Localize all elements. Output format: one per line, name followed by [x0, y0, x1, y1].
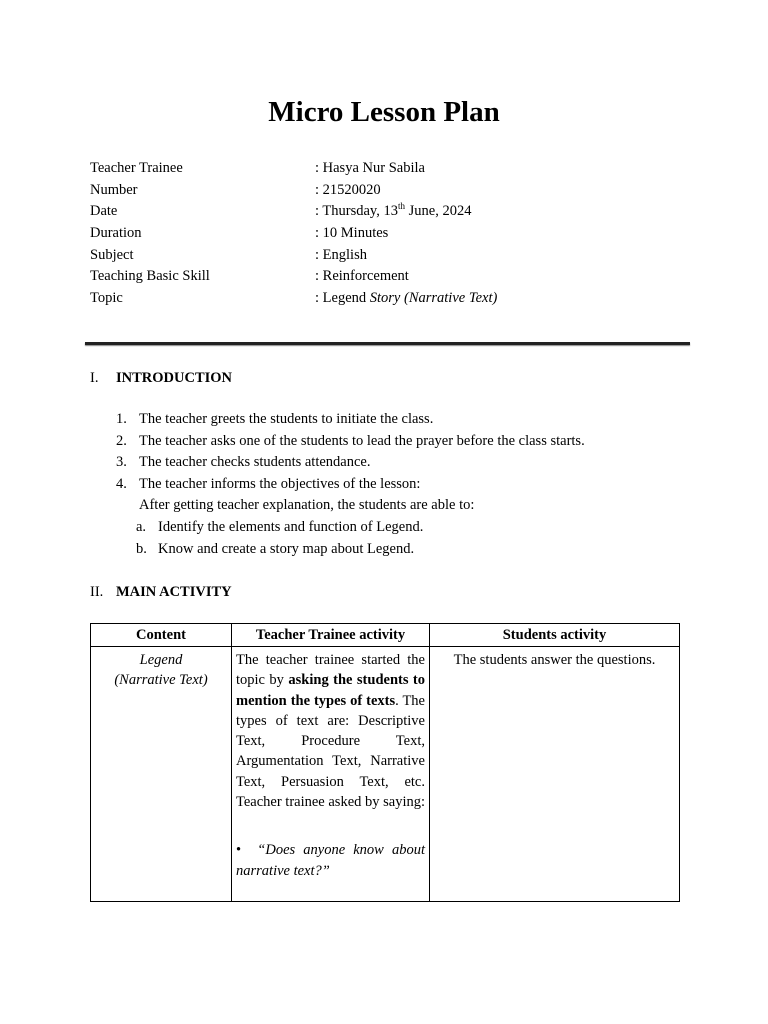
info-row-duration	[90, 223, 690, 245]
date-value-month-year: June, 2024	[404, 203, 472, 220]
info-label: Duration	[90, 225, 142, 242]
info-label: Number	[90, 181, 138, 198]
table-header-row	[91, 624, 680, 647]
list-number: 4.	[116, 475, 127, 492]
section-title: INTRODUCTION	[116, 370, 233, 386]
info-value: : 21520020	[315, 181, 381, 198]
info-row-teaching-skill	[90, 266, 690, 288]
column-header-teacher-activity: Teacher Trainee activity	[232, 624, 430, 647]
info-row-number	[90, 180, 690, 202]
info-label: Topic	[90, 290, 123, 307]
list-item	[116, 474, 676, 496]
column-header-students-activity: Students activity	[430, 624, 680, 647]
sub-list-item	[116, 539, 676, 561]
info-value: : 10 Minutes	[315, 225, 389, 242]
info-value: : English	[315, 246, 367, 263]
info-row-teacher-trainee	[90, 158, 690, 180]
section-number: I.	[90, 370, 99, 386]
content-topic: Legend	[139, 652, 183, 668]
info-row-date	[90, 201, 690, 223]
info-row-subject	[90, 245, 690, 267]
list-item	[116, 431, 676, 453]
list-text: The teacher informs the objectives of the lesson:	[139, 475, 421, 492]
info-label: Teacher Trainee	[90, 160, 183, 176]
list-text: The teacher asks one of the students to lead the prayer before the class starts.	[139, 432, 585, 449]
info-label: Subject	[90, 246, 134, 263]
topic-value-italic: Story (Narrative Text)	[369, 290, 498, 307]
list-item	[116, 452, 676, 474]
sub-list-item	[116, 517, 676, 539]
list-continuation	[116, 495, 676, 517]
list-text: After getting teacher explanation, the students are able to:	[139, 497, 475, 514]
sub-list-letter: a.	[136, 518, 147, 535]
quote-text: “Does anyone know about narrative text?”	[236, 842, 425, 879]
list-text: The teacher checks students attendance.	[139, 454, 371, 471]
bullet: •	[236, 842, 242, 859]
section-divider	[85, 342, 690, 345]
info-value: : Reinforcement	[315, 268, 409, 285]
sub-list-text: Know and create a story map about Legend.	[158, 540, 415, 557]
section-number: II.	[90, 584, 104, 600]
date-value-day: : Thursday, 13	[315, 203, 398, 220]
column-header-content: Content	[91, 624, 232, 647]
date-ordinal-suffix: th	[397, 201, 405, 212]
list-number: 1.	[116, 411, 127, 427]
lesson-info	[90, 158, 690, 310]
table-row	[91, 647, 680, 902]
teacher-activity-cell	[232, 647, 430, 902]
teacher-text: The teacher trainee started the topic by	[236, 652, 425, 689]
teacher-activity-text	[236, 650, 425, 812]
teacher-question-quote	[236, 840, 425, 881]
list-text: The teacher greets the students to initiate the class.	[139, 411, 434, 427]
section-heading-main-activity	[90, 582, 232, 602]
content-cell	[91, 647, 232, 902]
main-activity-table	[90, 623, 680, 902]
teacher-text: . The types of text are: Descriptive Text, Procedure Text, Argumentation Text, Narrative Text, Persuasion Text, etc. Teacher trainee asked by saying:	[236, 692, 426, 811]
list-item	[116, 409, 676, 431]
list-number: 2.	[116, 432, 127, 449]
list-number: 3.	[116, 454, 127, 471]
info-value: : Hasya Nur Sabila	[315, 160, 425, 176]
info-value	[315, 288, 497, 310]
content-subtopic: (Narrative Text)	[114, 672, 208, 689]
info-label: Date	[90, 203, 118, 220]
info-row-topic	[90, 288, 690, 310]
topic-value: : Legend	[315, 290, 370, 307]
section-heading-introduction	[90, 368, 232, 388]
sub-list-letter: b.	[136, 540, 147, 557]
students-activity-cell: The students answer the questions.	[430, 647, 680, 902]
page-title: Micro Lesson Plan	[268, 96, 500, 128]
introduction-list	[116, 409, 676, 560]
section-title: MAIN ACTIVITY	[116, 584, 232, 600]
sub-list-text: Identify the elements and function of Legend.	[158, 518, 424, 535]
info-value	[315, 201, 471, 223]
info-label: Teaching Basic Skill	[90, 268, 210, 285]
teacher-text-bold: asking the students to mention the types of texts	[236, 672, 426, 709]
